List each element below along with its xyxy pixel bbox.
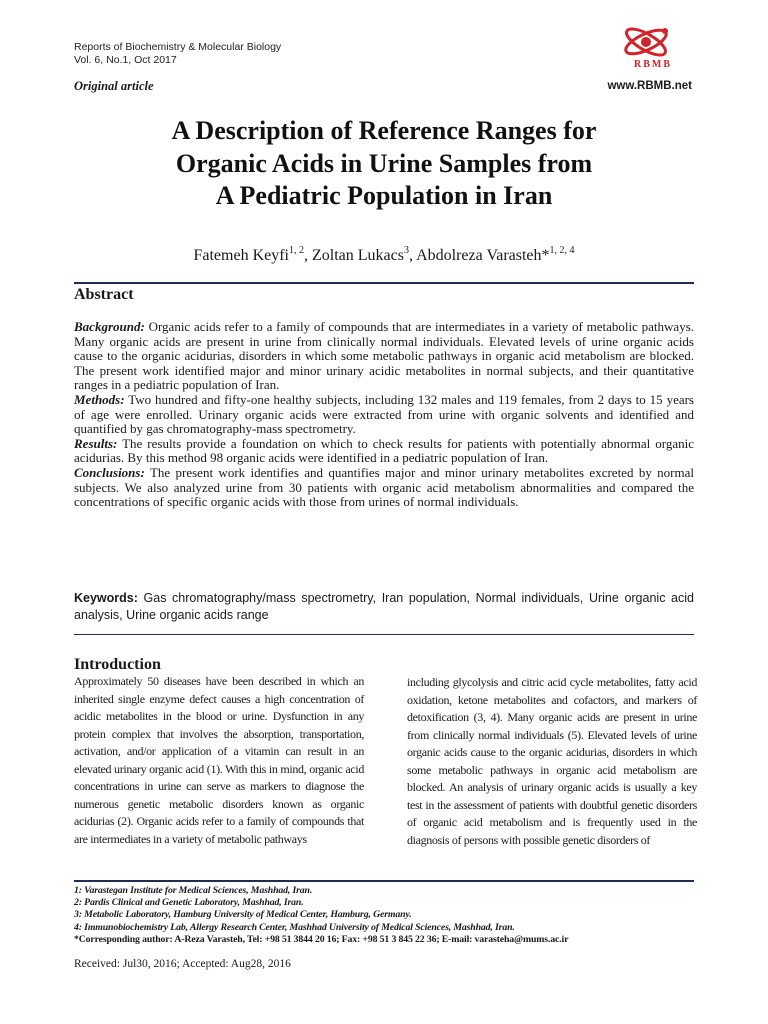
author-name: Abdolreza Varasteh* xyxy=(416,247,550,264)
author-name: Zoltan Lukacs xyxy=(312,247,404,264)
section-text: Organic acids refer to a family of compounds that are intermediates in a variety of metabolic pathways. Many organic acids are present in urine from clinically normal individuals. Elevated levels of urine organic acids cause to the organic acidurias, disorders in which some metabolic pathways in organic acid metabolism are blocked. The present work identified major and minor urinary acidic metabolites in normal subjects, and their quantitative ranges in a pediatric population of Iran. xyxy=(74,319,694,393)
footnote-rule xyxy=(74,880,694,882)
section-label: Background: xyxy=(74,319,145,334)
affiliation: 4: Immunobiochemistry Lab, Allergy Research Center, Mashhad University of Medical Sciences, Mashhad, Iran. xyxy=(74,921,515,933)
paper-title xyxy=(84,115,684,213)
author-name: Fatemeh Keyfi xyxy=(193,247,289,264)
abstract-conclusions xyxy=(74,466,694,510)
introduction-left-column: Approximately 50 diseases have been described in which an inherited single enzyme defect causes a high concentration of acidic metabolites in the blood or urine. Dysfunction in any protein complex that involves the absorption, transportation, activation, and/or application of a vitamin can result in an elevated urinary organic acid (1). With this in mind, organic acid concentrations in urine can serve as markers to diagnose the numerous genetic metabolic disorders known as organic acidurias (2). Organic acids refer to a family of compounds that are intermediates in a variety of metabolic pathways xyxy=(74,674,364,846)
journal-name: Reports of Biochemistry & Molecular Biology xyxy=(74,41,282,53)
abstract-results xyxy=(74,437,694,466)
author-affiliation-sup: 3 xyxy=(403,245,409,256)
section-text: The present work identifies and quantifies major and minor urinary metabolites excreted by normal subjects. We also analyzed urine from 30 patients with organic acid metabolism abnormalities and compared the concentrations of specific organic acids with those from urines of normal individuals. xyxy=(74,464,695,510)
affiliation: 1: Varastegan Institute for Medical Sciences, Mashhad, Iran. xyxy=(74,885,313,896)
website-link[interactable]: www.RBMB.net xyxy=(607,80,692,92)
section-text: Two hundred and fifty-one healthy subjects, including 132 males and 119 females, from 2 days to 15 years of age were enrolled. Urinary organic acids were extracted from urine with organic solvents and identified and quantified by gas chromatography-mass spectrometry. xyxy=(74,391,694,437)
keywords-label: Keywords: xyxy=(74,591,138,605)
affiliation: 2: Pardis Clinical and Genetic Laboratory, Mashhad, Iran. xyxy=(74,897,304,909)
author-list xyxy=(84,247,684,265)
section-label: Conclusions: xyxy=(74,464,145,480)
title-line: Organic Acids in Urine Samples from xyxy=(175,148,593,178)
keywords-text: Gas chromatography/mass spectrometry, Iran population, Normal individuals, Urine organic acid analysis, Urine organic acids range xyxy=(74,591,694,622)
section-text: The results provide a foundation on which to check results for patients with potentially abnormal organic acidurias. By this method 98 organic acids were identified in a pediatric population of Iran. xyxy=(74,435,695,466)
introduction-heading: Introduction xyxy=(74,656,161,673)
received-dates: Received: Jul30, 2016; Accepted: Aug28, 2016 xyxy=(74,958,291,970)
corresponding-author: *Corresponding author: A-Reza Varasteh, Tel: +98 51 3844 20 16; Fax: +98 51 3 845 22 36; E-mail: varasteha@mums.ac.ir xyxy=(74,933,569,945)
abstract-bottom-rule xyxy=(74,634,694,635)
abstract-body xyxy=(74,320,694,510)
author-affiliation-sup: 1, 2, 4 xyxy=(549,245,575,256)
article-type: Original article xyxy=(74,79,154,93)
title-line: A Description of Reference Ranges for xyxy=(171,116,597,145)
title-line: A Pediatric Population in Iran xyxy=(215,181,553,210)
affiliation: 3: Metabolic Laboratory, Hamburg University of Medical Center, Hamburg, Germany. xyxy=(74,909,412,921)
introduction-right-column: including glycolysis and citric acid cycle metabolites, fatty acid oxidation, ketone metabolites and cofactors, and markers of detoxification (3, 4). Many organic acids are present in urine from clinically normal individuals (5). Elevated levels of urine organic acids cause to the organic acidurias, disorders in which some metabolic pathways in organic acid metabolism are blocked. An analysis of urinary organic acids is usually a key test in the assessment of patients with doubtful genetic disorders of organic acid metabolism and is frequently used in the diagnosis of persons with possible genetic disorders of xyxy=(407,675,697,847)
author-separator: , xyxy=(408,247,417,264)
author-affiliation-sup: 1, 2 xyxy=(289,245,304,256)
abstract-top-rule xyxy=(74,282,694,284)
logo-text: RBMB xyxy=(634,59,672,70)
abstract-background xyxy=(74,320,694,393)
affiliation-notes xyxy=(74,885,704,946)
abstract-heading: Abstract xyxy=(74,286,134,303)
author-separator: , xyxy=(304,247,312,264)
section-label: Methods: xyxy=(74,391,125,407)
journal-issue: Vol. 6, No.1, Oct 2017 xyxy=(74,54,177,66)
journal-header xyxy=(74,41,281,67)
keywords xyxy=(74,590,694,624)
section-label: Results: xyxy=(74,435,118,451)
abstract-methods xyxy=(74,393,694,437)
